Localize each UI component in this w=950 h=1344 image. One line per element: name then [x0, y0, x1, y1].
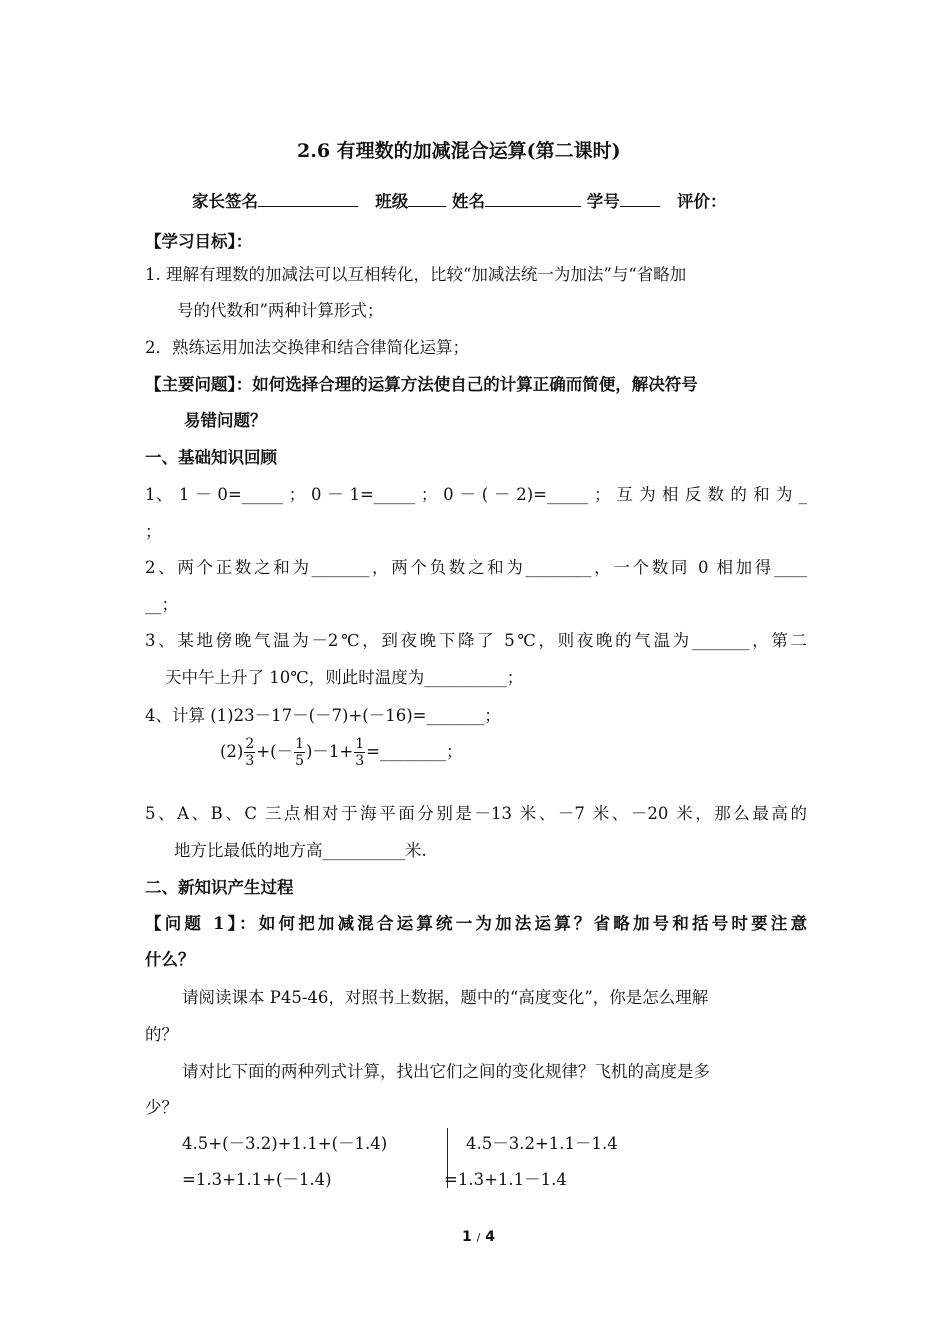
fraction-denominator: 3 — [245, 753, 255, 769]
class-blank[interactable] — [408, 205, 446, 207]
page-current: 1 — [462, 1229, 472, 1245]
page-title: 2.6 有理数的加减混合运算(第二课时) — [297, 140, 621, 162]
section-2-heading: 二、新知识产生过程 — [145, 878, 294, 897]
question-3: 3、某地傍晚气温为－2℃，到夜晚下降了 5℃，则夜晚的气温为_______，第二 — [145, 631, 807, 650]
class-label: 班级 — [375, 192, 409, 211]
parent-sign-label: 家长签名 — [192, 192, 258, 211]
main-issue: 【主要问题】：如何选择合理的运算方法使自己的计算正确而简便，解决符号 — [145, 375, 698, 394]
student-no-blank[interactable] — [620, 205, 660, 207]
left-calc-line-2: =1.3+1.1+(－1.4) — [182, 1170, 332, 1189]
left-calc-line-1: 4.5+(－3.2)+1.1+(－1.4) — [182, 1134, 388, 1153]
question-2: 2、两个正数之和为_______，两个负数之和为________，一个数同 0 相加得____ — [145, 558, 807, 577]
student-info-row — [192, 188, 726, 212]
evaluation-label: 评价： — [676, 192, 727, 211]
compare-instruction: 请对比下面的两种列式计算，找出它们之间的变化规律？飞机的高度是多 — [182, 1062, 710, 1081]
parent-sign-blank[interactable] — [258, 205, 358, 207]
section-1-heading: 一、基础知识回顾 — [145, 448, 277, 467]
fraction-denominator: 5 — [295, 753, 304, 769]
compare-instruction-cont: 少？ — [145, 1098, 178, 1117]
student-no-label: 学号 — [586, 192, 620, 211]
page-separator: / — [476, 1231, 481, 1244]
reading-instruction: 请阅读课本 P45-46，对照书上数据，题中的“高度变化”，你是怎么理解 — [182, 988, 709, 1007]
q4-2-mid-2: )－1+ — [305, 742, 354, 761]
fraction-denominator: 3 — [355, 753, 365, 769]
reading-instruction-cont: 的？ — [145, 1025, 178, 1044]
goal-item-1: 1. 理解有理数的加减法可以互相转化，比较“加减法统一为加法”与“省略加 — [145, 265, 687, 284]
name-blank[interactable] — [485, 205, 581, 207]
goals-heading: 【学习目标】： — [145, 232, 253, 251]
right-calc-line-2: =1.3+1.1－1.4 — [444, 1170, 567, 1189]
fraction-numerator: 2 — [245, 736, 255, 752]
right-calc-line-1: 4.5－3.2+1.1－1.4 — [466, 1134, 618, 1153]
question-1-cont: ； — [145, 522, 162, 541]
question-5: 5、A、B、C 三点相对于海平面分别是－13 米、－7 米、－20 米，那么最高的 — [145, 804, 807, 823]
name-label: 姓名 — [451, 192, 485, 211]
fraction-one-fifth — [294, 736, 305, 769]
question-5-cont: 地方比最低的地方高__________米. — [174, 841, 427, 860]
question-3-cont: 天中午上升了 10℃，则此时温度为__________； — [165, 668, 524, 687]
q4-2-mid-1: +(－ — [256, 742, 294, 761]
problem-1-cont: 什么？ — [145, 950, 195, 969]
question-1: 1、 1 － 0=_____ ； 0 － 1=_____ ； 0 － ( － 2)=_____ ； 互 为 相 反 数 的 和 为 _ — [145, 485, 807, 504]
page-number — [462, 1229, 495, 1245]
goal-item-1-cont: 号的代数和”两种计算形式； — [177, 301, 384, 320]
problem-1: 【问题 1】：如何把加减混合运算统一为加法运算？省略加号和括号时要注意 — [145, 914, 807, 933]
q4-2-prefix: (2) — [220, 742, 244, 761]
question-2-cont: __； — [145, 595, 178, 614]
question-4-part-2 — [220, 736, 463, 769]
fraction-two-thirds — [244, 736, 255, 769]
question-4-part-1: 4、计算 (1)23－17－(－7)+(－16)=_______； — [145, 706, 501, 725]
q4-2-suffix: =________； — [366, 742, 463, 761]
fraction-numerator: 1 — [355, 736, 365, 752]
page-total: 4 — [485, 1229, 495, 1245]
main-issue-cont: 易错问题？ — [184, 411, 267, 430]
goal-item-2: 2．熟练运用加法交换律和结合律简化运算； — [145, 338, 469, 357]
fraction-one-third — [354, 736, 365, 769]
fraction-numerator: 1 — [295, 736, 304, 752]
